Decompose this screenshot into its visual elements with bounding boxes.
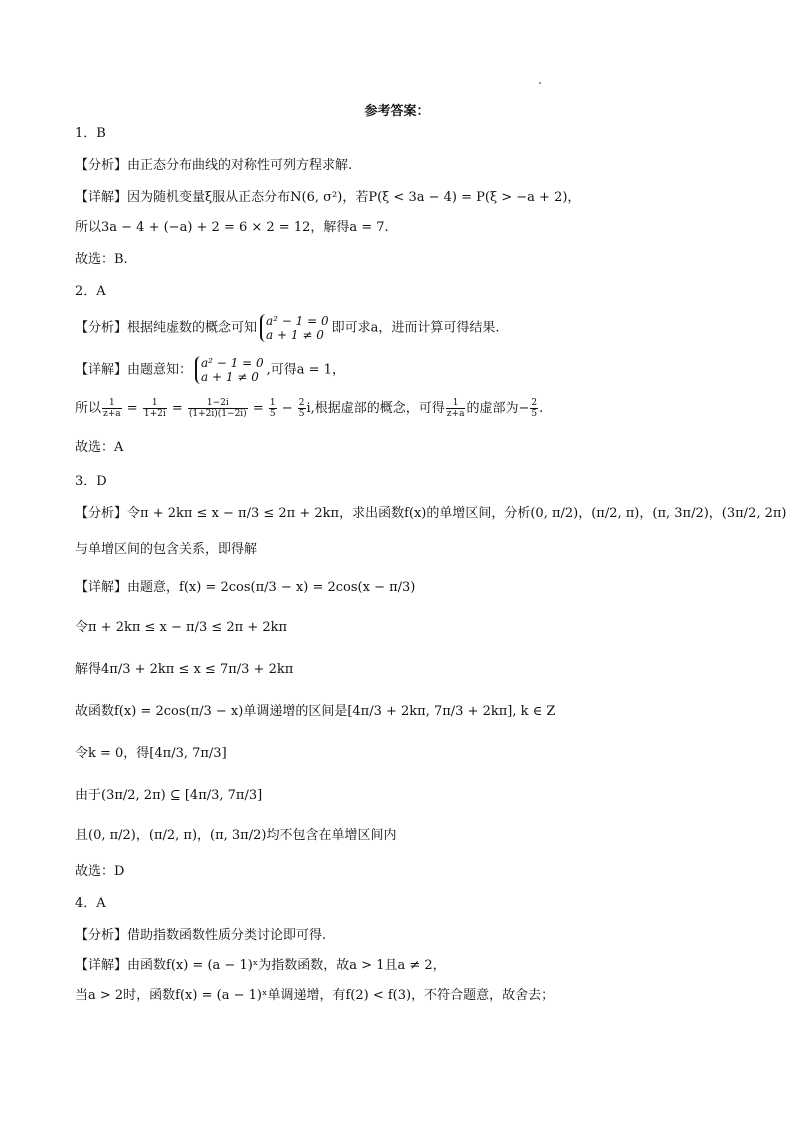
q1-detail — [75, 188, 580, 208]
q3-line-5: 令k = 0，得[4π/3, 7π/3] — [75, 746, 227, 761]
q2-detail-post: ,可得a = 1， — [266, 362, 345, 378]
q2-analysis — [75, 314, 500, 342]
q2-frac-2: $\frac{1}{1+2i}$ — [143, 398, 166, 419]
q1-detail-tag: 【详解】 — [75, 190, 128, 205]
q1-analysis — [75, 156, 352, 176]
q3-number: 3．D — [75, 474, 107, 489]
q3-analysis-tag: 【分析】 — [75, 506, 128, 521]
q3-detail-text: 由题意，f(x) = 2cos(π/3 − x) = 2cos(x − π/3) — [127, 580, 416, 595]
q2-frac-6: $\frac{1}{z+a}$ — [446, 398, 465, 419]
q2-analysis-pre: 根据纯虚数的概念可知 — [127, 320, 258, 336]
q3-analysis-cont: 与单增区间的包含关系，即得解 — [75, 542, 258, 557]
q3-choice: 故选：D — [75, 864, 125, 879]
q3-analysis — [75, 504, 787, 524]
q4-number: 4．A — [75, 896, 106, 911]
q2-calc-mid: i,根据虚部的概念，可得 — [306, 401, 445, 416]
scan-dot — [539, 82, 541, 84]
q1-analysis-text: 由正态分布曲线的对称性可列方程求解. — [127, 158, 353, 173]
q4-detail-text: 由函数f(x) = (a − 1)ˣ为指数函数，故a > 1且a ≠ 2， — [127, 958, 446, 973]
q4-analysis-tag: 【分析】 — [75, 928, 128, 943]
q2-analysis-system — [260, 314, 329, 342]
q2-calc: 所以 $\frac{1}{z+a}$ = $\frac{1}{1+2i}$ = $\frac{1-2i}{(1+2i)(1-2i)}$ = $\frac{1}{5}$ − $\frac{2}{5}$ i,根据虚部的概念，可得 $\frac{1}{z+a}$ 的虚部为− $\frac{2}{5}$ . — [75, 398, 544, 419]
q4-analysis-text: 借助指数函数性质分类讨论即可得. — [127, 928, 327, 943]
q4-detail — [75, 956, 446, 976]
q3-detail — [75, 578, 415, 598]
q2-frac-3: $\frac{1-2i}{(1+2i)(1-2i)}$ — [188, 398, 247, 419]
q2-calc-pre: 所以 — [75, 401, 102, 416]
q3-line-7: 且(0, π/2)，(π/2, π)，(π, 3π/2)均不包含在单增区间内 — [75, 828, 397, 843]
q3-line-3: 解得4π/3 + 2kπ ≤ x ≤ 7π/3 + 2kπ — [75, 662, 294, 677]
q3-line-2: 令π + 2kπ ≤ x − π/3 ≤ 2π + 2kπ — [75, 620, 288, 635]
page-title: 参考答案： — [364, 104, 430, 119]
q3-line-6: 由于(3π/2, 2π) ⊆ [4π/3, 7π/3] — [75, 788, 263, 803]
q3-analysis-text: 令π + 2kπ ≤ x − π/3 ≤ 2π + 2kπ，求出函数f(x)的单增区间，分析(0, π/2)，(π/2, π)，(π, 3π/2)，(3π/2, 2π) — [127, 506, 787, 521]
q1-choice: 故选：B. — [75, 252, 128, 267]
q2-detail — [75, 356, 345, 384]
q4-analysis — [75, 926, 326, 946]
q2-detail-pre: 由题意知： — [127, 362, 193, 378]
q2-detail-eq1: a² − 1 = 0 — [201, 356, 264, 370]
q2-number: 2．A — [75, 284, 106, 299]
q2-frac-7: $\frac{2}{5}$ — [531, 398, 538, 419]
q2-sys-eq1: a² − 1 = 0 — [266, 314, 329, 328]
q2-frac-1: $\frac{1}{z+a}$ — [103, 398, 121, 419]
q2-detail-tag: 【详解】 — [75, 362, 128, 378]
q2-sys-eq2: a + 1 ≠ 0 — [266, 328, 324, 342]
q1-detail-text: 因为随机变量ξ服从正态分布N(6, σ²)，若P(ξ < 3a − 4) = P(ξ > −a + 2)， — [127, 190, 581, 205]
q2-frac-5: $\frac{2}{5}$ — [298, 398, 305, 419]
q3-detail-tag: 【详解】 — [75, 580, 128, 595]
q2-analysis-tag: 【分析】 — [75, 320, 128, 336]
q4-line-2: 当a > 2时，函数f(x) = (a − 1)ˣ单调递增，有f(2) < f(3)，不符合题意，故舍去； — [75, 988, 555, 1003]
q1-analysis-tag: 【分析】 — [75, 158, 128, 173]
q2-calc-post: 的虚部为− — [466, 401, 530, 416]
q2-detail-system — [195, 356, 264, 384]
q1-number: 1．B — [75, 126, 106, 141]
q2-frac-4: $\frac{1}{5}$ — [269, 398, 276, 419]
q1-detail-calc: 所以3a − 4 + (−a) + 2 = 6 × 2 = 12，解得a = 7. — [75, 220, 389, 235]
q3-line-4: 故函数f(x) = 2cos(π/3 − x)单调递增的区间是[4π/3 + 2kπ, 7π/3 + 2kπ], k ∈ Z — [75, 704, 556, 719]
q4-detail-tag: 【详解】 — [75, 958, 128, 973]
q2-detail-eq2: a + 1 ≠ 0 — [201, 370, 259, 384]
q2-choice: 故选：A — [75, 440, 124, 455]
q2-analysis-post: 即可求a，进而计算可得结果. — [331, 320, 500, 336]
